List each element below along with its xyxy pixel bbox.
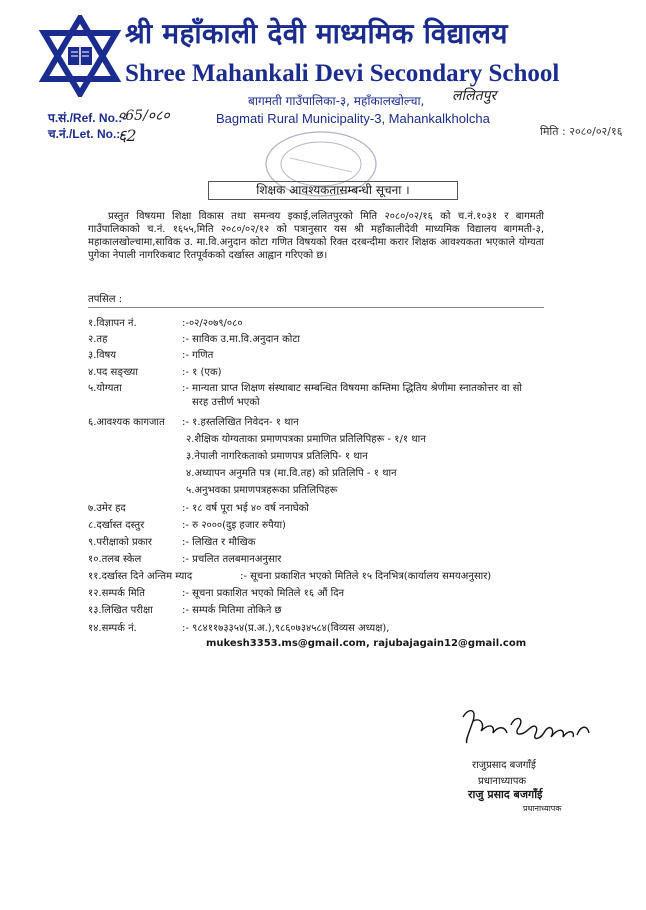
item-value: :- सम्पर्क मितिमा तोकिने छ — [182, 605, 282, 616]
item-label: १०.तलब स्केल — [88, 554, 142, 565]
item-label: २.तह — [88, 334, 108, 345]
school-name-english: Shree Mahankali Devi Secondary School — [125, 60, 560, 87]
item-value: :- सूचना प्रकाशित भएको मितिले १५ दिनभित्र(कार्यालय समयअनुसार) — [240, 571, 492, 582]
item-label: ११.दर्खास्त दिने अन्तिम म्याद — [88, 571, 193, 582]
item-label: ९.परीक्षाको प्रकार — [88, 537, 152, 548]
item-value: :-०२/२०७९/०८० — [182, 318, 243, 329]
ref-no-label: प.सं./Ref. No.:- — [48, 111, 127, 125]
item-value: :- ९८४११७३३५४(प्र.अ.),९८६०७३४५८४(विव्यस अध्यक्ष), — [182, 623, 390, 634]
item-label: १३.लिखित परीक्षा — [88, 605, 153, 616]
address-nepali: बागमती गाउँपालिका-३, महाँकालखोल्चा, — [248, 94, 425, 108]
divider — [88, 307, 544, 308]
notice-body: प्रस्तुत विषयमा शिक्षा विकास तथा समन्वय इकाई,ललितपुरको मिति २०८०/०२/१६ को च.नं.१०३१ र बागमती गाउँपालिकाको च.नं. १६५५,मिति २०८०/०२/१२ को पत्रानुसार यस श्री महाँकालीदेवी माध्यमिक विद्यालय बागमती-३, महाकालखोल्चामा,साविक उ. मा.वि.अनुदान कोटा गणित विषयको रिक्त दरबन्दीमा करार शिक्षक आवश्यकता भएकाले योग्यता पुगेका नेपाली नागरिकबाट रितपूर्वकको दर्खास्त आह्वान गरिएको छ। — [88, 211, 544, 261]
document-item: ५.अनुभवका प्रमाणपत्रहरूका प्रतिलिपिहरू — [186, 485, 338, 496]
item-label: १२.सम्पर्क मिति — [88, 588, 145, 599]
item-value: :- सूचना प्रकाशित भएको मितिले १६ औं दिन — [182, 588, 345, 599]
item-value: :- प्रचलित तलबमानअनुसार — [182, 554, 282, 565]
address-english: Bagmati Rural Municipality-3, Mahankalkholcha — [216, 111, 490, 126]
school-name-nepali: श्री महाँकाली देवी माध्यमिक विद्यालय — [125, 17, 508, 50]
item-value: :- १ (एक) — [182, 367, 222, 378]
item-label: ७.उमेर हद — [88, 503, 126, 514]
contact-emails: mukesh3353.ms@gmail.com, rajubajagain12@gmail.com — [206, 638, 527, 649]
signature — [455, 705, 593, 747]
item-value: :- लिखित र मौखिक — [182, 537, 256, 548]
document-item: २.शैक्षिक योग्यताका प्रमाणपत्रका प्रमाणित प्रतिलिपिहरू - १/१ थान — [186, 434, 426, 445]
item-label: ८.दर्खास्त दस्तुर — [88, 520, 145, 531]
document-item: ३.नेपाली नागरिकताको प्रमाणपत्र प्रतिलिपि- १ थान — [186, 451, 368, 462]
letter-no-label: च.नं./Let. No.:- — [48, 127, 125, 141]
signatory-title: प्रधानाध्यापक — [478, 776, 527, 787]
item-value: :- १८ वर्ष पूरा भई ४० वर्ष ननाघेको — [182, 503, 309, 514]
signatory-name: राजुप्रसाद बजगाँई — [472, 760, 536, 771]
stamp-name: राजु प्रसाद बजगाँई — [468, 788, 543, 801]
details-heading: तपसिल : — [88, 294, 123, 305]
item-label: १४.सम्पर्क नं. — [88, 623, 137, 634]
item-value: :- मान्यता प्राप्त शिक्षण संस्थाबाट सम्बन्धित विषयमा कम्तिमा द्धितिय श्रेणीमा स्नातकोत्तर वा सो — [182, 383, 522, 394]
item-value: :- गणित — [182, 350, 214, 361]
item-label: ३.विषय — [88, 350, 117, 361]
letter-no-value: ६2 — [118, 126, 137, 145]
item-label: ५.योग्यता — [88, 383, 122, 394]
stamp-title: प्रधानाध्यापक — [523, 804, 562, 813]
item-label: १.विज्ञापन नं. — [88, 318, 137, 329]
school-logo-icon — [38, 15, 122, 97]
item-value: :- साविक उ.मा.वि.अनुदान कोटा — [182, 334, 300, 345]
item-label: ४.पद सङ्ख्या — [88, 367, 138, 378]
item-value-cont: सरह उत्तीर्ण भएको — [192, 397, 260, 408]
document-item: ४.अध्यापन अनुमति पत्र (मा.वि.तह) को प्रतिलिपि - १ थान — [186, 468, 397, 479]
date: मिति : २०८०/०२/१६ — [540, 125, 623, 138]
item-value: :- रु २०००(दुइ हजार रुपैया) — [182, 520, 286, 531]
item-label: ६.आवश्यक कागजात — [88, 417, 165, 428]
address-handwritten: ललितपुर — [452, 88, 497, 104]
item-value: :- १.हस्तलिखित निवेदन- १ थान — [182, 417, 299, 428]
ref-no-value: ०65/०८० — [118, 108, 170, 124]
notice-title: शिक्षक आवश्यकतासम्बन्धी सूचना । — [208, 181, 458, 200]
